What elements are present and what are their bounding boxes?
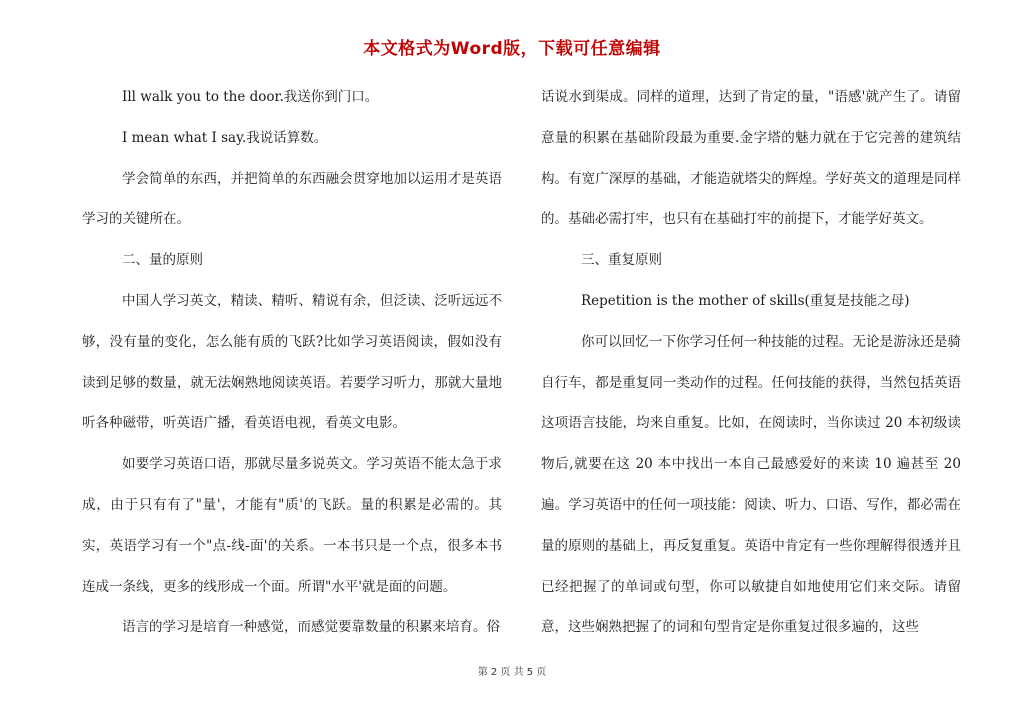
paragraph-extensive-reading: 中国人学习英文，精读、精听、精说有余，但泛读、泛听远远不够，没有量的变化，怎么能有质的飞跃?比如学习英语阅读，假如没有读到足够的数量，就无法娴熟地阅读英语。若要学习听力，那就大量地听各种磁带，听英语广播，看英语电视，看英文电影。 [82, 292, 502, 432]
paragraph-simple-usage: 学会简单的东西，并把简单的东西融会贯穿地加以运用才是英语学习的关键所在。 [82, 170, 502, 228]
example-sentence-2: I mean what I say.我说话算数。 [122, 129, 328, 146]
paragraph-continuation: 话说水到渠成。同样的道理，达到了肯定的量，"语感'就产生了。请留意量的积累在基础阶段最为重要.金字塔的魅力就在于它完善的建筑结构。有宽广深厚的基础，才能造就塔尖的辉煌。学好英文的道理是同样的。基础必需打牢，也只有在基础打牢的前提下，才能学好英文。 [541, 89, 961, 228]
document-header-banner: 本文格式为Word版，下载可任意编辑 [363, 39, 661, 59]
paragraph-language-feeling: 语言的学习是培育一种感觉，而感觉要靠数量的积累来培育。俗 [122, 619, 500, 636]
repetition-motto: Repetition is the mother of skills(重复是技能之母) [581, 292, 910, 309]
section-heading-repetition: 三、重复原则 [581, 252, 662, 269]
page-number-footer: 第 2 页 共 5 页 [477, 667, 547, 678]
left-column [82, 77, 502, 648]
section-heading-quantity: 二、量的原则 [122, 252, 203, 269]
right-column [541, 77, 961, 648]
paragraph-repetition-skills: 你可以回忆一下你学习任何一种技能的过程。无论是游泳还是骑自行车，都是重复同一类动作的过程。任何技能的获得，当然包括英语这项语言技能，均来自重复。比如，在阅读时，当你读过 20 本初级读物后,就要在这 20 本中找出一本自己最感爱好的来读 10 遍甚至 20 遍。学习英语中的任何一项技能：阅读、听力、口语、写作，都必需在量的原则的基础上，再反复重复。英语中肯定有一些你理解得很透并且已经把握了的单词或句型，你可以敏捷自如地使用它们来交际。请留意，这些娴熟把握了的词和句型肯定是你重复过很多遍的，这些 [541, 333, 961, 636]
paragraph-speaking-quantity: 如要学习英语口语，那就尽量多说英文。学习英语不能太急于求成，由于只有有了"量'，才能有"质'的飞跃。量的积累是必需的。其实，英语学习有一个"点-线-面'的关系。一本书只是一个点，很多本书连成一条线，更多的线形成一个面。所谓"水平'就是面的问题。 [82, 456, 502, 595]
example-sentence-1: Ill walk you to the door.我送你到门口。 [122, 89, 379, 105]
